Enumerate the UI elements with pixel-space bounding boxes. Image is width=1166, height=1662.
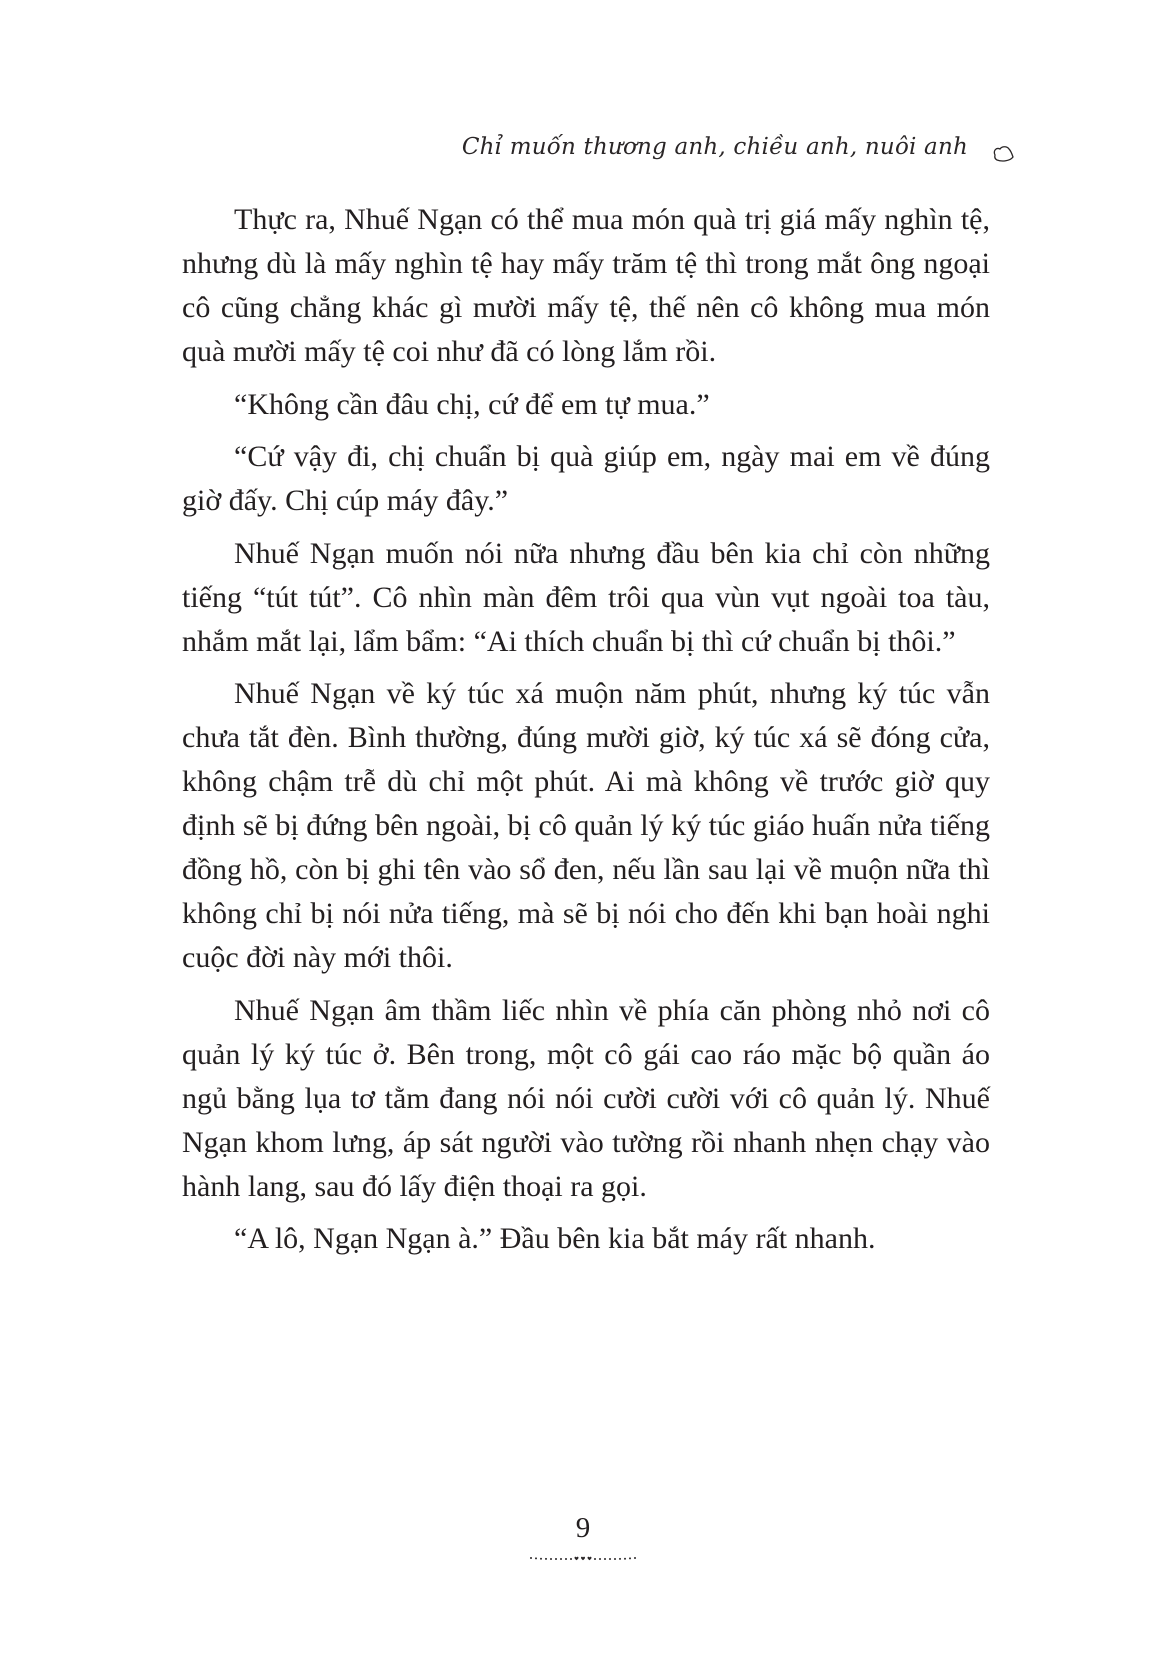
paragraph: “Cứ vậy đi, chị chuẩn bị quà giúp em, ngày mai em về đúng giờ đấy. Chị cúp máy đây.” xyxy=(182,440,990,517)
heart-outline-icon xyxy=(992,145,1016,163)
paragraph: Nhuế Ngạn về ký túc xá muộn năm phút, nhưng ký túc vẫn chưa tắt đèn. Bình thường, đúng mười giờ, ký túc xá sẽ đóng cửa, không chậm trễ dù chỉ một phút. Ai mà không về trước giờ quy định sẽ bị đứng bên ngoài, bị cô quản lý ký túc giáo huấn nửa tiếng đồng hồ, còn bị ghi tên vào sổ đen, nếu lần sau lại về muộn nữa thì không chỉ bị nói nửa tiếng, mà sẽ bị nói cho đến khi bạn hoài nghi cuộc đời này mới thôi. xyxy=(182,677,990,974)
page-number: 9 xyxy=(575,1512,591,1544)
paragraph: Nhuế Ngạn muốn nói nữa nhưng đầu bên kia chỉ còn những tiếng “tút tút”. Cô nhìn màn đêm trôi qua vùn vụt ngoài toa tàu, nhắm mắt lại, lẩm bẩm: “Ai thích chuẩn bị thì cứ chuẩn bị thôi.” xyxy=(182,536,990,658)
paragraph: “A lô, Ngạn Ngạn à.” Đầu bên kia bắt máy rất nhanh. xyxy=(234,1222,876,1255)
paragraph: Thực ra, Nhuế Ngạn có thể mua món quà trị giá mấy nghìn tệ, nhưng dù là mấy nghìn tệ hay mấy trăm tệ thì trong mắt ông ngoại cô cũng chẳng khác gì mười mấy tệ, thế nên cô không mua món quà mười mấy tệ coi như đã có lòng lắm rồi. xyxy=(182,203,990,368)
dotted-hearts-ornament-icon xyxy=(528,1552,638,1562)
paragraph: Nhuế Ngạn âm thầm liếc nhìn về phía căn phòng nhỏ nơi cô quản lý ký túc ở. Bên trong, một cô gái cao ráo mặc bộ quần áo ngủ bằng lụa tơ tằm đang nói nói cười cười với cô quản lý. Nhuế Ngạn khom lưng, áp sát người vào tường rồi nhanh nhẹn chạy vào hành lang, sau đó lấy điện thoại ra gọi. xyxy=(182,993,990,1203)
paragraph: “Không cần đâu chị, cứ để em tự mua.” xyxy=(234,387,710,421)
body-text xyxy=(182,198,990,1270)
running-header: Chỉ muốn thương anh, chiều anh, nuôi anh xyxy=(461,134,968,160)
